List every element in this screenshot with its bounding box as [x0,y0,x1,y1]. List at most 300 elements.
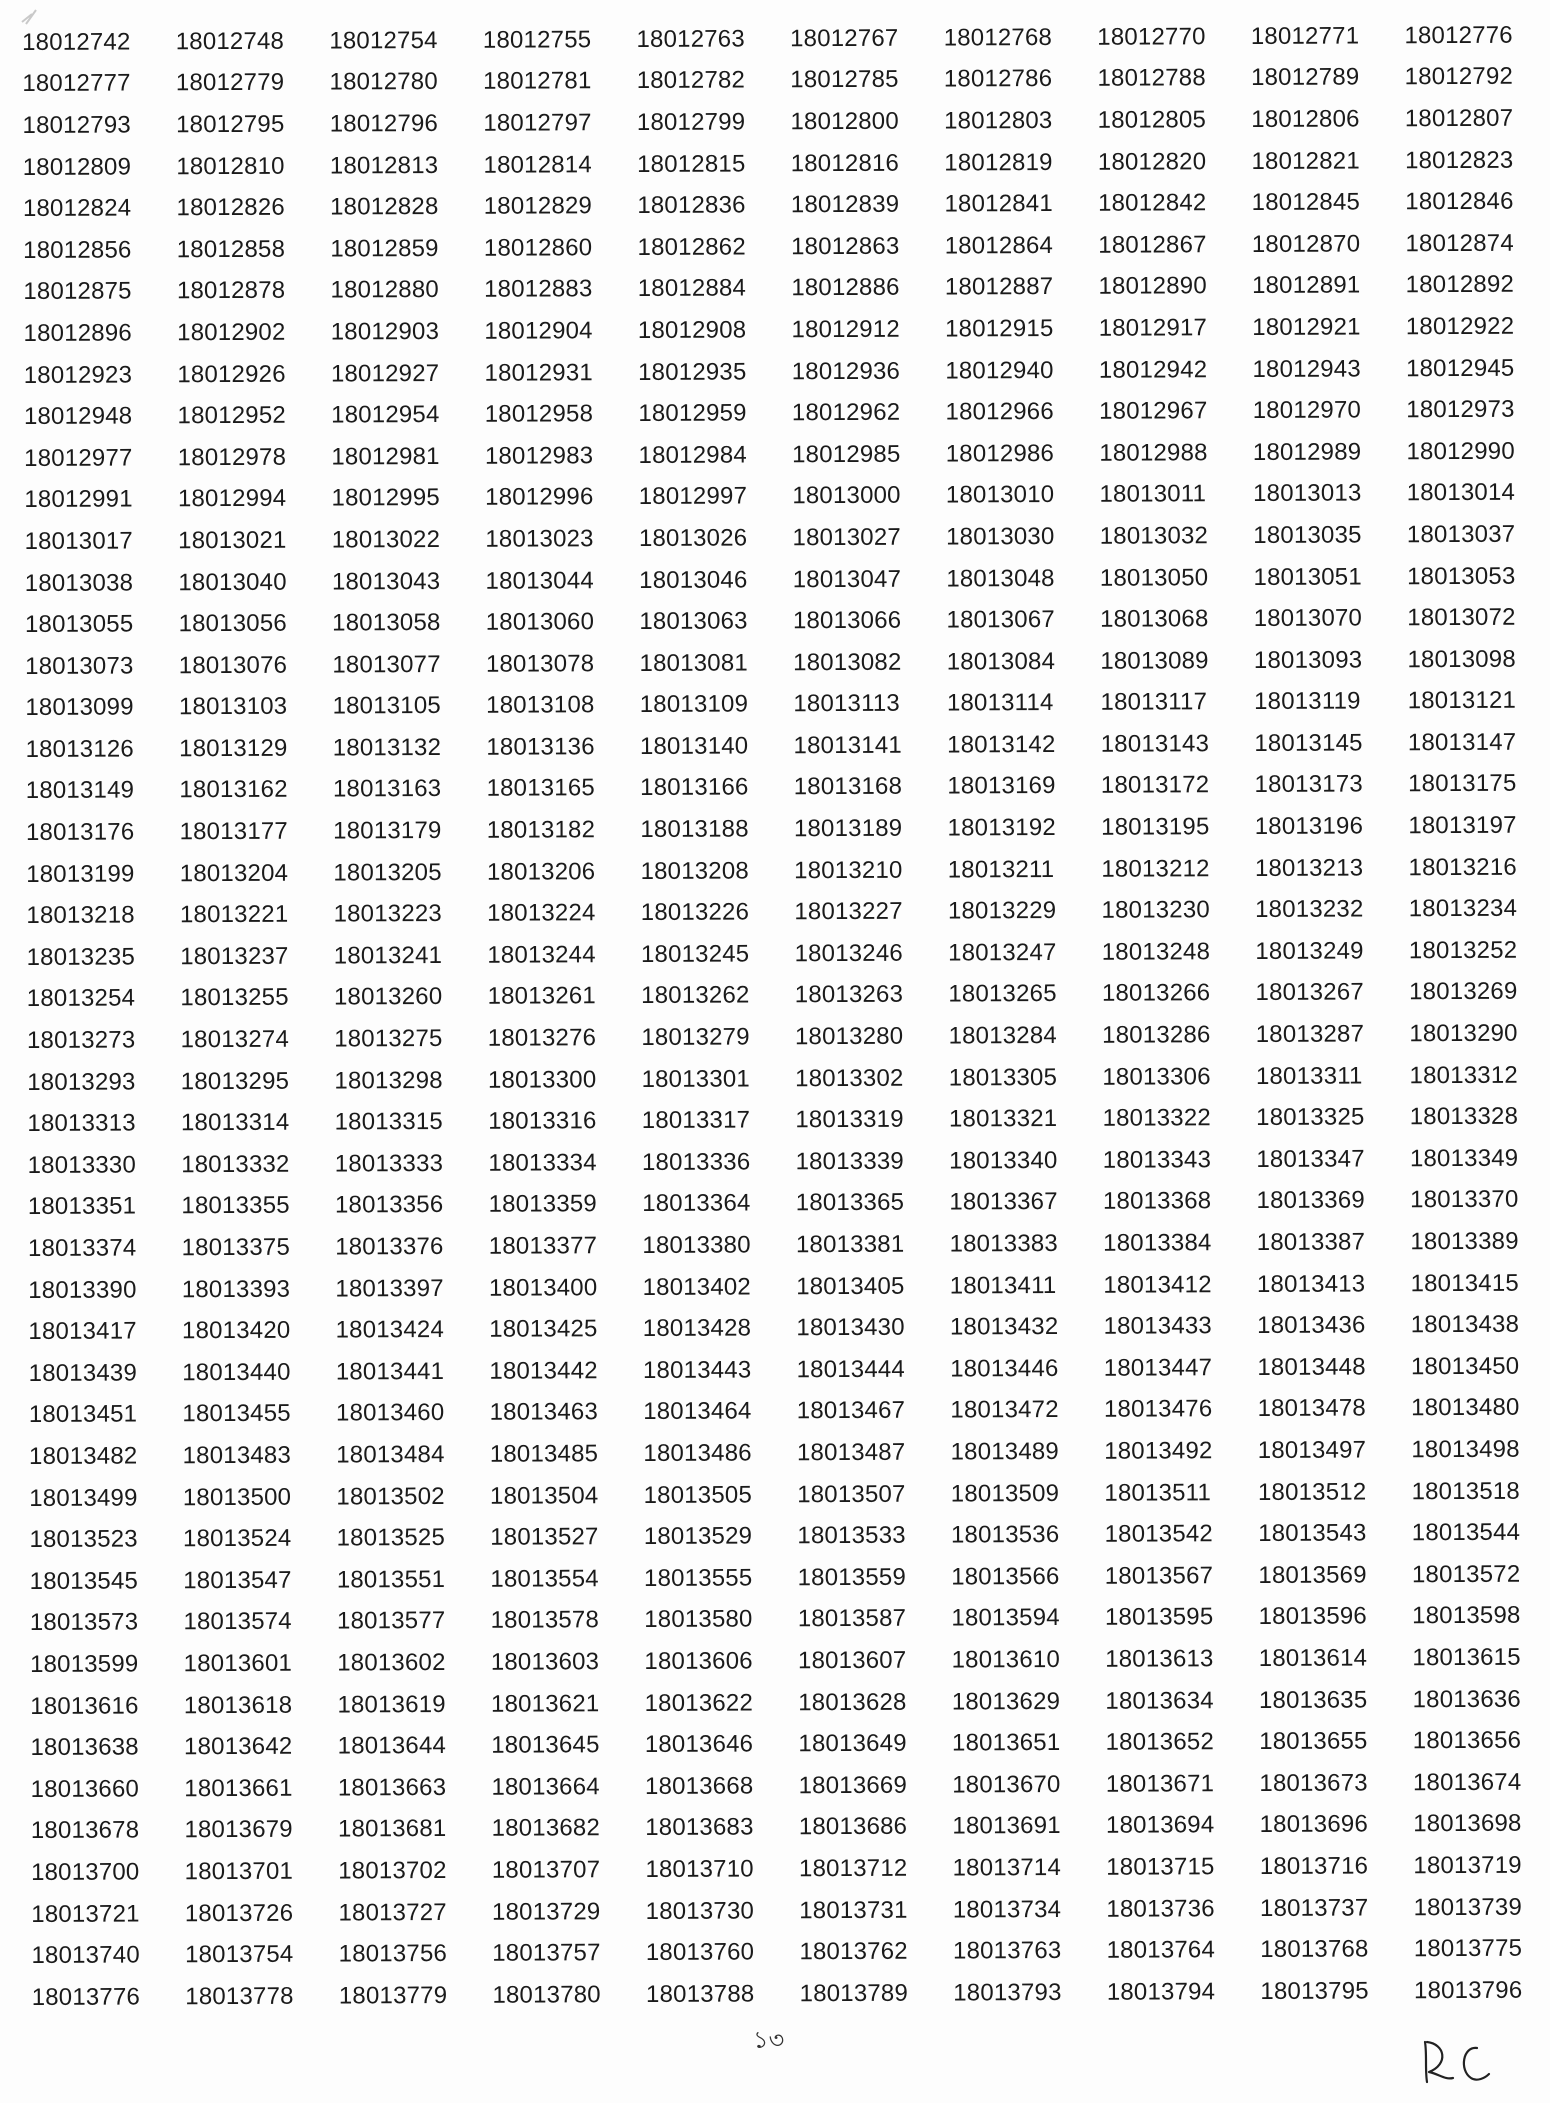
roll-number: 18013683 [645,1813,754,1842]
roll-number: 18013572 [1411,1560,1521,1588]
roll-number: 18013364 [642,1189,751,1218]
roll-number: 18013789 [799,1979,909,2007]
roll-number: 18012883 [484,275,593,304]
roll-number: 18013254 [26,984,136,1013]
roll-number: 18013196 [1254,812,1364,841]
roll-number: 18013616 [30,1691,139,1720]
roll-number: 18013682 [491,1814,601,1843]
roll-number: 18013485 [489,1440,599,1468]
roll-number: 18013321 [948,1105,1058,1133]
roll-number: 18012820 [1097,147,1207,176]
table-row [26,846,1538,895]
roll-number: 18013700 [30,1858,140,1886]
table-row [22,98,1534,147]
table-row [23,264,1535,313]
roll-number: 18013132 [332,733,442,762]
roll-number: 18012952 [177,401,286,430]
roll-number: 18013480 [1411,1394,1520,1422]
roll-number: 18013030 [946,522,1055,551]
roll-number: 18013467 [796,1397,906,1425]
roll-number: 18012768 [943,23,1053,52]
roll-number: 18013248 [1101,938,1211,966]
roll-number: 18012891 [1251,271,1361,300]
roll-number: 18013646 [644,1730,754,1759]
table-row [27,1138,1539,1187]
roll-number: 18013295 [180,1067,290,1095]
roll-number: 18013103 [178,693,288,721]
roll-number: 18012989 [1252,438,1362,466]
roll-number: 18012967 [1099,397,1208,425]
roll-number: 18012785 [790,66,899,94]
roll-number: 18012880 [330,276,439,304]
roll-number: 18013021 [178,526,287,555]
roll-number: 18013340 [949,1146,1058,1175]
roll-number: 18013230 [1101,896,1210,925]
roll-number-grid [22,15,1544,2019]
table-row [26,805,1538,854]
roll-number: 18013533 [797,1521,906,1550]
roll-number: 18013635 [1258,1685,1368,1714]
roll-number: 18013397 [335,1274,444,1303]
roll-number: 18013027 [792,523,901,552]
roll-number: 18013390 [28,1276,137,1304]
roll-number: 18013375 [181,1233,291,1262]
roll-number: 18013615 [1412,1643,1521,1672]
roll-number: 18012789 [1250,63,1360,92]
roll-number: 18013523 [29,1525,138,1554]
roll-number: 18013163 [332,775,442,803]
roll-number: 18013189 [793,814,903,843]
roll-number: 18013446 [950,1354,1059,1383]
roll-number: 18012788 [1097,64,1206,93]
roll-number: 18013573 [29,1608,139,1637]
roll-number: 18012864 [944,231,1054,260]
table-row [23,181,1535,230]
roll-number: 18013066 [792,606,902,635]
table-row [30,1554,1542,1603]
roll-number: 18013046 [639,565,748,594]
roll-number: 18013518 [1411,1477,1520,1505]
roll-number: 18013577 [336,1607,446,1635]
roll-number: 18013058 [332,609,441,637]
roll-number: 18013629 [951,1687,1061,1716]
roll-number: 18013719 [1413,1851,1522,1880]
roll-number: 18012821 [1251,147,1360,175]
table-row [25,722,1537,771]
roll-number: 18013113 [793,690,900,718]
roll-number: 18013740 [31,1941,140,1970]
roll-number: 18013614 [1258,1644,1368,1672]
roll-number: 18013393 [181,1275,291,1303]
roll-number: 18013664 [491,1772,600,1801]
roll-number: 18012826 [176,193,285,222]
roll-number: 18013377 [488,1232,598,1260]
roll-number: 18013235 [26,943,136,971]
roll-number: 18012959 [638,399,747,428]
roll-number: 18012858 [176,235,286,264]
table-row [23,223,1535,272]
roll-number: 18012813 [329,151,439,180]
roll-number: 18013175 [1408,770,1517,798]
table-row [25,555,1537,604]
roll-number: 18012917 [1098,314,1208,342]
roll-number: 18013554 [490,1564,599,1593]
roll-number: 18013739 [1413,1893,1523,1921]
table-row [22,15,1534,64]
roll-number: 18013645 [491,1731,600,1759]
roll-number: 18012945 [1405,354,1515,382]
roll-number: 18013081 [639,649,748,677]
roll-number: 18012776 [1404,21,1513,50]
roll-number: 18013208 [640,857,749,885]
roll-number: 18013756 [338,1940,448,1968]
roll-number: 18013500 [182,1483,292,1511]
roll-number: 18013736 [1106,1894,1215,1923]
roll-number: 18013026 [638,524,748,552]
roll-number: 18013284 [948,1022,1057,1050]
roll-number: 18013383 [949,1229,1059,1258]
roll-number: 18013140 [639,732,749,760]
roll-number: 18013126 [25,735,135,763]
roll-number: 18013492 [1104,1437,1213,1465]
roll-number: 18013715 [1106,1853,1215,1881]
roll-number: 18013487 [796,1438,906,1467]
table-row [31,1845,1543,1894]
table-row [31,1803,1543,1852]
roll-number: 18012799 [636,108,746,136]
roll-number: 18013141 [793,731,902,760]
roll-number: 18013117 [1100,688,1208,717]
roll-number: 18013273 [26,1026,136,1055]
roll-number: 18013607 [797,1646,907,1675]
roll-number: 18012948 [23,402,133,431]
roll-number: 18013315 [334,1108,444,1136]
roll-number: 18013619 [337,1690,446,1719]
roll-number: 18013661 [184,1774,293,1802]
roll-number: 18012859 [330,234,439,263]
roll-number: 18012824 [22,194,132,223]
roll-number: 18013076 [178,651,288,679]
roll-number: 18013613 [1105,1645,1214,1673]
roll-number: 18013439 [28,1359,138,1387]
roll-number: 18013678 [30,1816,140,1845]
roll-number: 18012927 [330,359,440,388]
roll-number: 18013610 [951,1645,1061,1674]
roll-number: 18013734 [952,1895,1062,1923]
roll-number: 18013504 [489,1481,599,1510]
roll-number: 18013275 [334,1025,443,1053]
roll-number: 18013472 [950,1396,1059,1424]
roll-number: 18012988 [1099,438,1208,467]
table-row [29,1470,1541,1519]
roll-number: 18013356 [334,1191,444,1219]
roll-number: 18013121 [1407,687,1517,715]
roll-number: 18013252 [1408,936,1518,965]
roll-number: 18012767 [789,24,899,53]
roll-number: 18013298 [334,1066,443,1095]
roll-number: 18012875 [23,277,132,306]
roll-number: 18013529 [643,1522,753,1551]
roll-number: 18013010 [945,481,1055,509]
roll-number: 18013621 [490,1689,600,1718]
roll-number: 18012896 [23,319,132,347]
roll-number: 18013316 [488,1107,597,1135]
roll-number: 18013365 [795,1189,905,1217]
roll-number: 18013574 [183,1608,292,1636]
roll-number: 18012991 [24,485,133,514]
table-row [25,597,1537,646]
roll-number: 18012828 [330,193,439,221]
roll-number: 18013455 [182,1400,291,1428]
roll-number: 18013261 [487,982,597,1011]
roll-number: 18013169 [947,772,1056,800]
roll-number: 18013712 [798,1854,908,1883]
roll-number: 18013136 [486,733,595,761]
roll-number: 18013511 [1104,1478,1212,1507]
roll-number: 18013172 [1100,771,1210,800]
roll-number: 18013696 [1259,1810,1369,1839]
roll-number: 18012796 [329,109,439,138]
roll-number: 18012845 [1251,188,1361,217]
roll-number: 18013509 [950,1479,1060,1508]
roll-number: 18013241 [333,941,443,970]
roll-number: 18013168 [793,773,903,801]
roll-number: 18013451 [28,1400,138,1429]
roll-number: 18013486 [643,1439,752,1467]
roll-number: 18012996 [485,483,594,512]
roll-number: 18013463 [489,1398,599,1427]
roll-number: 18013727 [338,1898,447,1926]
roll-number: 18013274 [180,1025,290,1054]
roll-number: 18013498 [1411,1435,1520,1464]
roll-number: 18012890 [1098,272,1207,301]
roll-number: 18012815 [637,150,746,178]
roll-number: 18013349 [1409,1144,1519,1173]
roll-number: 18013601 [183,1649,293,1678]
roll-number: 18013267 [1255,978,1364,1007]
roll-number: 18013776 [31,1983,141,2011]
roll-number: 18013051 [1253,562,1362,591]
table-row [32,1969,1544,2018]
roll-number: 18013660 [30,1775,140,1803]
roll-number: 18013332 [181,1150,290,1179]
roll-number: 18013022 [331,525,441,554]
roll-number: 18012994 [177,485,287,513]
roll-number: 18012754 [329,26,438,55]
roll-number: 18012970 [1252,396,1362,425]
roll-number: 18012755 [482,26,592,54]
roll-number: 18013436 [1257,1311,1366,1340]
roll-number: 18012836 [637,191,746,220]
roll-number: 18013266 [1101,979,1211,1008]
table-row [24,347,1536,396]
roll-number: 18013182 [486,816,596,844]
roll-number: 18013545 [29,1567,139,1595]
roll-number: 18013698 [1413,1810,1522,1838]
roll-number: 18013555 [643,1564,753,1592]
roll-number: 18013663 [337,1773,447,1802]
roll-number: 18013726 [184,1899,294,1927]
roll-number: 18013302 [795,1064,904,1092]
roll-number: 18013524 [182,1524,292,1553]
table-row [28,1304,1540,1353]
roll-number: 18013447 [1103,1353,1213,1382]
roll-number: 18013317 [641,1106,751,1135]
table-row [29,1512,1541,1561]
roll-number: 18012781 [483,67,592,96]
roll-number: 18013108 [486,691,595,720]
roll-number: 18013359 [488,1190,598,1219]
roll-number: 18012977 [24,444,133,472]
roll-number: 18012990 [1406,437,1515,465]
roll-number: 18013232 [1255,895,1364,924]
roll-number: 18013428 [642,1314,752,1343]
roll-number: 18013578 [490,1606,600,1635]
roll-number: 18013014 [1406,479,1516,507]
roll-number: 18013093 [1253,646,1363,674]
roll-number: 18013681 [337,1815,447,1843]
roll-number: 18012978 [177,443,287,471]
roll-number: 18012862 [637,233,746,261]
roll-number: 18013794 [1106,1977,1216,2006]
roll-number: 18013502 [336,1482,445,1511]
table-row [31,1928,1543,1977]
roll-number: 18013325 [1256,1103,1365,1132]
roll-number: 18013440 [182,1358,291,1387]
roll-number: 18013595 [1104,1603,1214,1632]
table-row [28,1221,1540,1270]
roll-number: 18013068 [1100,605,1209,633]
roll-number: 18013594 [951,1604,1060,1632]
roll-number: 18012958 [484,400,594,428]
roll-number: 18013762 [799,1937,908,1966]
roll-number: 18012986 [945,439,1055,468]
roll-number: 18013286 [1102,1021,1211,1049]
roll-number: 18012856 [23,236,132,264]
roll-number: 18013651 [951,1729,1061,1757]
roll-number: 18013179 [333,817,442,845]
roll-number: 18013166 [640,773,749,802]
roll-number: 18013779 [338,1981,448,2010]
roll-number: 18013023 [485,525,594,553]
roll-number: 18013040 [178,568,287,596]
table-row [25,680,1537,729]
roll-number: 18013543 [1258,1519,1367,1548]
roll-number: 18013056 [178,609,287,638]
roll-number: 18013636 [1412,1685,1522,1713]
table-row [24,472,1536,521]
roll-number: 18013213 [1254,854,1364,882]
roll-number: 18013351 [27,1192,137,1221]
roll-number: 18013305 [948,1063,1058,1092]
roll-number: 18013374 [27,1234,137,1263]
roll-number: 18013655 [1259,1727,1368,1756]
roll-number: 18013369 [1256,1186,1365,1215]
roll-number: 18013339 [795,1147,905,1176]
roll-number: 18013234 [1408,894,1518,923]
roll-number: 18013413 [1256,1270,1366,1298]
roll-number: 18013370 [1410,1186,1519,1214]
roll-number: 18013669 [798,1771,908,1799]
roll-number: 18013707 [491,1856,601,1884]
roll-number: 18012936 [791,357,901,385]
roll-number: 18012846 [1405,187,1514,216]
roll-number: 18013381 [795,1230,905,1259]
signature-initials [1415,2030,1495,2090]
table-row [27,1054,1539,1103]
roll-number: 18012984 [638,441,747,469]
roll-number: 18013796 [1413,1976,1523,2004]
roll-number: 18013260 [333,983,443,1011]
roll-number: 18013380 [642,1231,751,1259]
roll-number: 18013668 [644,1772,754,1800]
roll-number: 18013013 [1253,479,1362,508]
roll-number: 18013559 [797,1563,907,1591]
roll-number: 18013245 [640,940,750,968]
roll-number: 18013618 [183,1691,293,1719]
table-row [24,514,1536,563]
roll-number: 18013714 [952,1853,1062,1882]
roll-number: 18013652 [1105,1728,1215,1756]
roll-number: 18012874 [1405,229,1514,258]
roll-number: 18013280 [794,1022,904,1051]
roll-number: 18013432 [949,1313,1059,1341]
roll-number: 18013656 [1412,1726,1522,1755]
roll-number: 18013763 [952,1937,1062,1965]
roll-number: 18013313 [27,1109,136,1138]
roll-number: 18013053 [1407,562,1516,590]
table-row [28,1262,1540,1311]
roll-number: 18013355 [181,1192,290,1220]
roll-number: 18013143 [1100,730,1210,758]
roll-number: 18013084 [946,647,1056,676]
roll-number: 18012771 [1250,22,1360,50]
roll-number: 18013768 [1260,1935,1369,1964]
roll-number: 18013246 [794,939,903,968]
roll-number: 18013334 [488,1149,597,1177]
roll-number: 18013497 [1257,1436,1367,1464]
roll-number: 18012742 [22,28,131,56]
roll-number: 18012792 [1404,63,1514,91]
roll-number: 18012806 [1251,105,1360,133]
roll-number: 18013210 [794,856,903,884]
roll-number: 18013460 [335,1399,445,1427]
roll-number: 18013047 [792,565,902,593]
roll-number: 18013499 [29,1484,138,1512]
table-row [29,1346,1541,1395]
roll-number: 18013037 [1406,520,1516,549]
roll-number: 18012814 [483,150,592,179]
roll-number: 18013476 [1103,1395,1213,1424]
roll-number: 18013343 [1102,1146,1212,1174]
table-row [30,1637,1542,1686]
roll-number: 18013547 [183,1566,292,1594]
roll-number: 18013596 [1258,1602,1368,1631]
roll-number: 18013301 [641,1065,751,1093]
roll-number: 18013679 [184,1816,293,1844]
roll-number: 18012983 [484,441,594,470]
roll-number: 18012931 [484,358,593,387]
roll-number: 18012926 [177,360,286,388]
roll-number: 18013221 [179,900,289,929]
roll-number: 18012807 [1404,104,1514,133]
roll-number: 18013425 [489,1315,598,1343]
roll-number: 18013000 [792,482,901,510]
roll-number: 18013077 [332,650,441,679]
roll-number: 18013512 [1257,1478,1367,1506]
roll-number: 18012867 [1098,230,1207,259]
roll-number: 18012903 [330,317,440,346]
